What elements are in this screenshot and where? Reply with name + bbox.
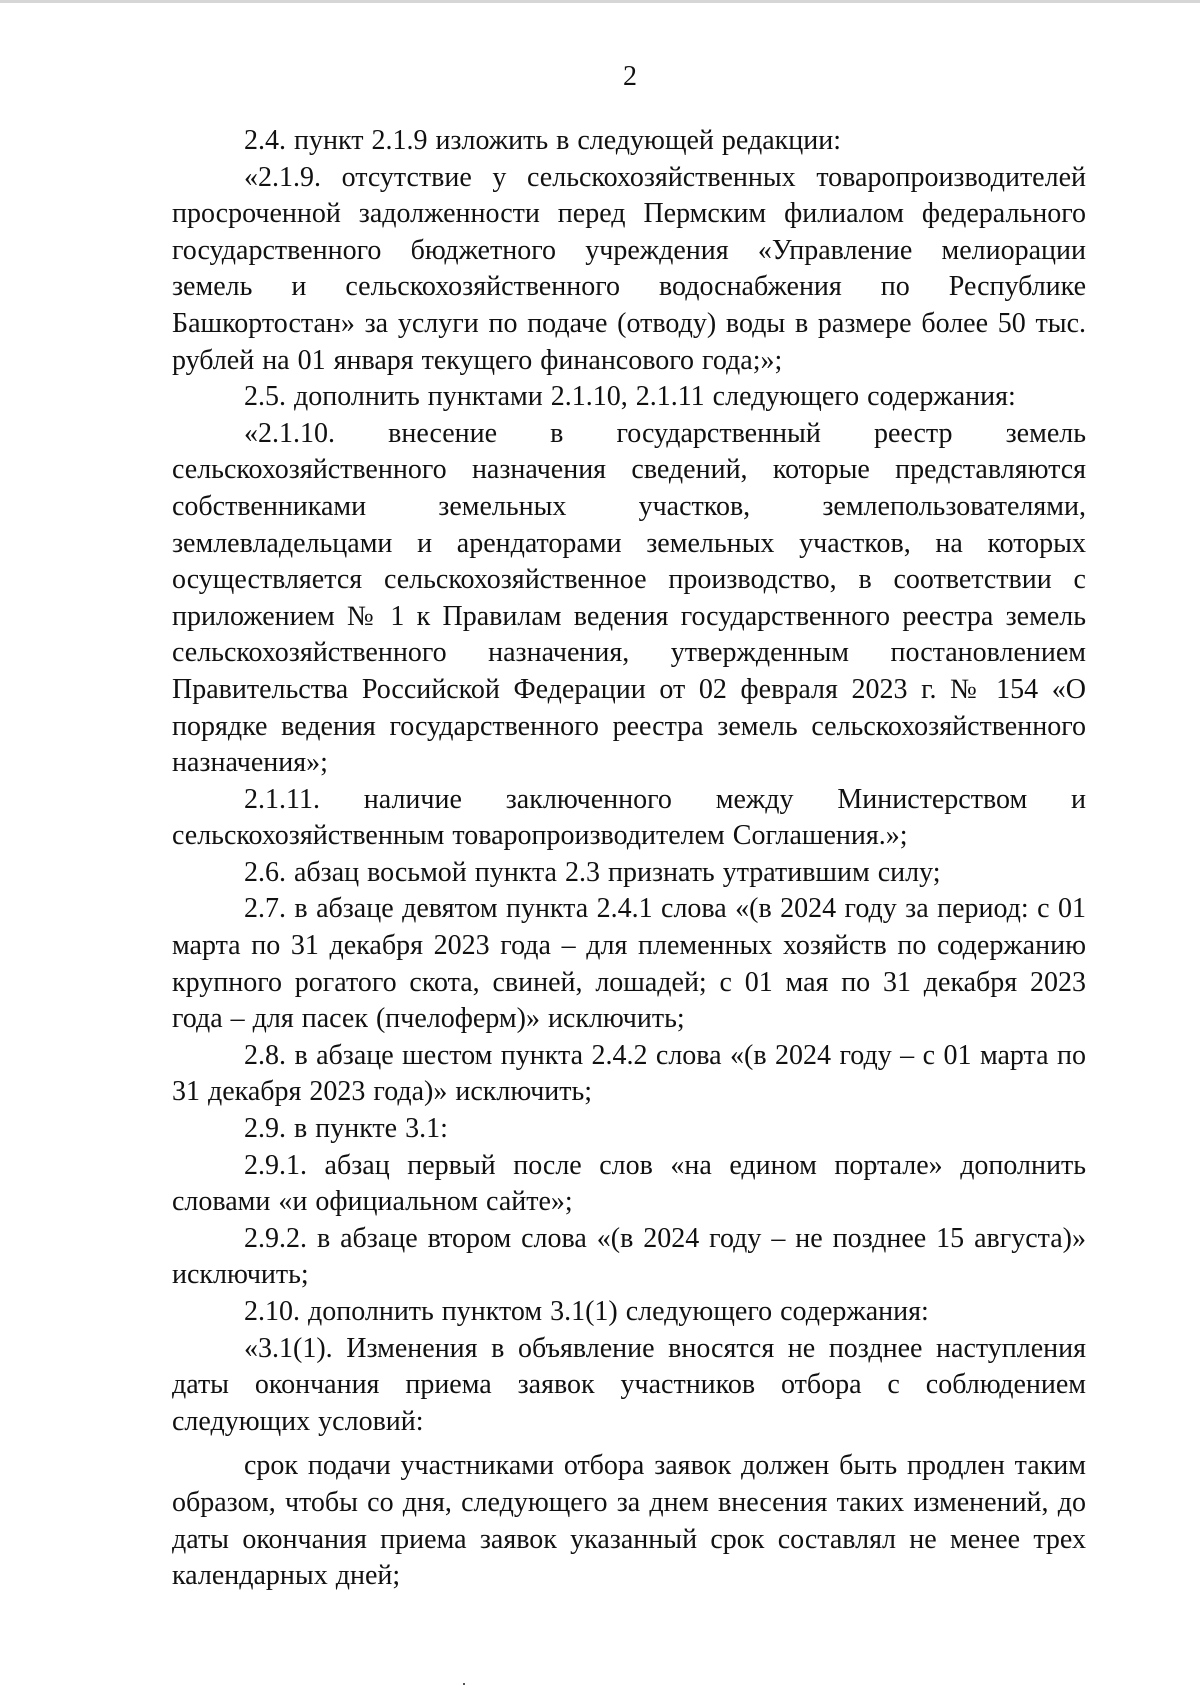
paragraph-2-8: 2.8. в абзаце шестом пункта 2.4.2 слова «(в 2024 году – с 01 марта по 31 декабря 2023 года)» исключить;	[172, 1039, 1086, 1108]
paragraph-2-10: 2.10. дополнить пунктом 3.1(1) следующего содержания:	[244, 1296, 929, 1327]
paragraph-2-1-10-text: «2.1.10. внесение в государственный реестр земель сельскохозяйственного назначения сведений, которые представляются собственниками земельных участков, землепользователями, землевладельцами и арендаторами земельных участков, на которых осуществляется сельскохозяйственное производство, в соответствии с приложением № 1 к Правилам ведения государственного реестра земель сельскохозяйственного назначения, утвержденным постановлением Правительства Российской Федерации от 02 февраля 2023 г. № 154 «О порядке ведения государственного реестра земель сельскохозяйственного назначения»;	[172, 417, 1086, 779]
paragraph-3-1-1-text: «3.1(1). Изменения в объявление вносятся не позднее наступления даты окончания приема заявок участников отбора с соблюдением следующих условий:	[172, 1332, 1086, 1437]
paragraph-2-9-2: 2.9.2. в абзаце втором слова «(в 2024 году – не позднее 15 августа)» исключить;	[172, 1222, 1086, 1291]
paragraph-2-9-1: 2.9.1. абзац первый после слов «на едином портале» дополнить словами «и официальном сайте»;	[172, 1149, 1086, 1218]
paragraph-2-5: 2.5. дополнить пунктами 2.1.10, 2.1.11 следующего содержания:	[244, 381, 1016, 413]
paragraph-2-4: 2.4. пункт 2.1.9 изложить в следующей редакции:	[244, 125, 841, 156]
document-body	[172, 123, 1086, 1595]
paragraph-2-7: 2.7. в абзаце девятом пункта 2.4.1 слова «(в 2024 году за период: с 01 марта по 31 декабря 2023 года – для племенных хозяйств по содержанию крупного рогатого скота, свиней, лошадей; с 01 мая по 31 декабря 2023 года – для пасек (пчелоферм)» исключить;	[172, 893, 1086, 1035]
paragraph-2-9: 2.9. в пункте 3.1:	[244, 1113, 448, 1145]
paragraph-2-6: 2.6. абзац восьмой пункта 2.3 признать утратившим силу;	[244, 856, 941, 888]
paragraph-deadline-condition: срок подачи участниками отбора заявок должен быть продлен таким образом, чтобы со дня, следующего за днем внесения таких изменений, до даты окончания приема заявок указанный срок составлял не менее трех календарных дней;	[172, 1450, 1086, 1592]
paragraph-2-1-11-text: 2.1.11. наличие заключенного между Министерством и сельскохозяйственным товаропроизводителем Соглашения.»;	[172, 783, 1086, 852]
paragraph-2-1-9-text: «2.1.9. отсутствие у сельскохозяйственных товаропроизводителей просроченной задолженности перед Пермским филиалом федерального государственного бюджетного учреждения «Управление мелиорации земель и сельскохозяйственного водоснабжения по Республике Башкортостан» за услуги по подаче (отводу) воды в размере более 50 тыс. рублей на 01 января текущего финансового года;»;	[172, 161, 1086, 376]
page-number: 2	[623, 61, 637, 92]
scan-top-edge	[0, 0, 1200, 3]
scan-speck	[463, 1683, 465, 1685]
